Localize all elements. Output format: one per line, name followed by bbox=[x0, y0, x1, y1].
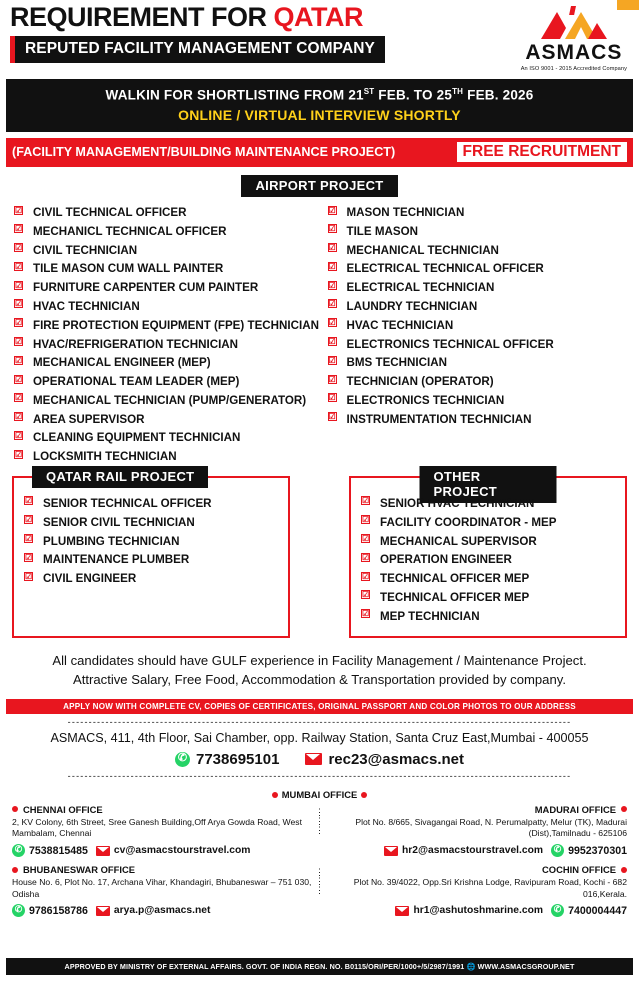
page-subtitle: REPUTED FACILITY MANAGEMENT COMPANY bbox=[10, 36, 385, 63]
walkin-dates-mid: FEB. TO 25 bbox=[374, 87, 453, 103]
job-title: BMS TECHNICIAN bbox=[346, 356, 447, 370]
header-title-block bbox=[6, 4, 385, 63]
email-icon bbox=[96, 906, 110, 916]
email-icon bbox=[395, 906, 409, 916]
bullet-dot-icon bbox=[361, 792, 367, 798]
job-title: OPERATION ENGINEER bbox=[380, 553, 512, 567]
job-title: AREA SUPERVISOR bbox=[33, 412, 145, 426]
walkin-dates-sup1: ST bbox=[363, 87, 375, 96]
check-icon: ☑ bbox=[15, 412, 23, 422]
check-icon: ☑ bbox=[328, 243, 336, 253]
bullet-dot-icon bbox=[12, 867, 18, 873]
job-title: MECHANICL TECHNICAL OFFICER bbox=[33, 224, 227, 238]
check-icon: ☑ bbox=[25, 496, 33, 506]
secondary-projects bbox=[6, 469, 633, 637]
check-icon: ☑ bbox=[15, 280, 23, 290]
check-icon: ☑ bbox=[15, 318, 23, 328]
page-title-prefix: REQUIREMENT FOR bbox=[10, 2, 274, 32]
list-item bbox=[328, 222, 634, 241]
check-icon: ☑ bbox=[328, 280, 336, 290]
whatsapp-icon bbox=[12, 844, 25, 857]
job-title: CLEANING EQUIPMENT TECHNICIAN bbox=[33, 431, 241, 445]
office-bhubaneswar-title bbox=[12, 864, 313, 875]
office-email[interactable] bbox=[384, 845, 543, 856]
list-item bbox=[14, 316, 320, 335]
check-icon: ☑ bbox=[15, 299, 23, 309]
statement-line-1: All candidates should have GULF experience in Facility Management / Maintenance Project. bbox=[52, 652, 587, 668]
office-name: CHENNAI OFFICE bbox=[23, 803, 103, 815]
page-title-country: QATAR bbox=[273, 2, 363, 32]
check-icon: ☑ bbox=[15, 205, 23, 215]
footer-approval-bar bbox=[6, 958, 633, 975]
office-chennai-title bbox=[12, 804, 313, 815]
list-item bbox=[14, 335, 320, 354]
check-icon: ☑ bbox=[15, 336, 23, 346]
job-title: ELECTRONICS TECHNICIAN bbox=[346, 393, 505, 407]
job-title: MASON TECHNICIAN bbox=[346, 206, 465, 220]
office-chennai-contacts bbox=[12, 844, 313, 857]
list-item bbox=[14, 204, 320, 223]
check-icon: ☑ bbox=[362, 571, 370, 581]
list-item bbox=[14, 410, 320, 429]
walkin-band bbox=[6, 79, 633, 132]
job-title: ELECTRONICS TECHNICAL OFFICER bbox=[346, 337, 554, 351]
list-item bbox=[328, 204, 634, 223]
project-type-label: (FACILITY MANAGEMENT/BUILDING MAINTENANCE PROJECT) bbox=[12, 144, 396, 159]
corner-accent-square bbox=[617, 0, 639, 10]
list-item bbox=[328, 260, 634, 279]
job-title: SENIOR TECHNICAL OFFICER bbox=[43, 497, 212, 511]
office-cochin-title bbox=[326, 864, 627, 875]
walkin-dates-post: FEB. 2026 bbox=[463, 87, 534, 103]
bullet-dot-icon bbox=[12, 806, 18, 812]
walkin-dates bbox=[10, 87, 629, 103]
logo-certification: An ISO 9001 - 2015 Accredited Company bbox=[520, 66, 627, 72]
footer-approval-text: APPROVED BY MINISTRY OF EXTERNAL AFFAIRS. GOVT. OF INDIA REGN. NO. B0115/ORI/PER/1000+/5/2987/1991 bbox=[64, 962, 465, 971]
check-icon: ☑ bbox=[25, 515, 33, 525]
office-name: MADURAI OFFICE bbox=[534, 803, 616, 815]
logo-mark-icon bbox=[521, 6, 627, 40]
check-icon: ☑ bbox=[328, 299, 336, 309]
check-icon: ☑ bbox=[25, 571, 33, 581]
check-icon: ☑ bbox=[15, 430, 23, 440]
list-item bbox=[328, 335, 634, 354]
office-madurai-title bbox=[326, 804, 627, 815]
check-icon: ☑ bbox=[362, 590, 370, 600]
email-icon bbox=[384, 846, 398, 856]
list-item bbox=[328, 279, 634, 298]
check-icon: ☑ bbox=[15, 261, 23, 271]
job-title: ELECTRICAL TECHNICAL OFFICER bbox=[346, 262, 544, 276]
list-item bbox=[328, 391, 634, 410]
airport-right-column bbox=[320, 204, 634, 467]
office-bhubaneswar bbox=[12, 864, 313, 917]
list-item bbox=[328, 410, 634, 429]
list-item bbox=[24, 551, 278, 570]
job-title: MECHANICAL ENGINEER (MEP) bbox=[33, 356, 211, 370]
office-phone-number: 7538815485 bbox=[29, 844, 88, 857]
list-item bbox=[24, 532, 278, 551]
eligibility-statement bbox=[6, 652, 633, 690]
office-phone-number: 9952370301 bbox=[568, 844, 627, 857]
list-item bbox=[14, 260, 320, 279]
job-title: INSTRUMENTATION TECHNICIAN bbox=[346, 412, 532, 426]
check-icon: ☑ bbox=[15, 224, 23, 234]
office-phone[interactable] bbox=[551, 904, 627, 917]
list-item bbox=[361, 607, 615, 626]
job-title: FACILITY COORDINATOR - MEP bbox=[380, 515, 557, 529]
list-item bbox=[361, 494, 615, 513]
whatsapp-icon bbox=[12, 904, 25, 917]
check-icon: ☑ bbox=[328, 261, 336, 271]
list-item bbox=[361, 513, 615, 532]
head-office-address: ASMACS, 411, 4th Floor, Sai Chamber, opp. Railway Station, Santa Cruz East,Mumbai - 400055 bbox=[50, 730, 589, 745]
bullet-dot-icon bbox=[621, 867, 627, 873]
other-project-box bbox=[349, 469, 627, 637]
list-item bbox=[24, 513, 278, 532]
other-project-heading: OTHER PROJECT bbox=[420, 466, 557, 503]
footer-website[interactable]: WWW.ASMACSGROUP.NET bbox=[477, 962, 575, 971]
job-title: CIVIL TECHNICIAN bbox=[33, 243, 138, 257]
head-office-email[interactable] bbox=[305, 751, 464, 768]
check-icon: ☑ bbox=[328, 355, 336, 365]
job-title: MEP TECHNICIAN bbox=[380, 609, 480, 623]
office-phone-number: 7400004447 bbox=[568, 904, 627, 917]
office-phone[interactable] bbox=[12, 844, 88, 857]
list-item bbox=[361, 532, 615, 551]
list-item bbox=[14, 297, 320, 316]
airport-heading-wrap bbox=[6, 175, 633, 197]
logo-text: ASMACS bbox=[525, 41, 623, 64]
job-title: TECHNICAL OFFICER MEP bbox=[380, 590, 530, 604]
branch-offices bbox=[6, 789, 633, 917]
office-email-address: arya.p@asmacs.net bbox=[113, 905, 211, 917]
check-icon: ☑ bbox=[328, 393, 336, 403]
office-email[interactable] bbox=[96, 905, 210, 916]
qatar-rail-heading: QATAR RAIL PROJECT bbox=[32, 466, 208, 488]
list-item bbox=[14, 391, 320, 410]
job-title: SENIOR CIVIL TECHNICIAN bbox=[43, 515, 195, 529]
job-title: HVAC/REFRIGERATION TECHNICIAN bbox=[33, 337, 239, 351]
office-phone[interactable] bbox=[12, 904, 88, 917]
job-title: MAINTENANCE PLUMBER bbox=[43, 553, 190, 567]
head-office-email-address: rec23@asmacs.net bbox=[328, 750, 464, 768]
check-icon: ☑ bbox=[362, 534, 370, 543]
list-item bbox=[14, 279, 320, 298]
other-project-list bbox=[361, 494, 615, 625]
list-item bbox=[24, 494, 278, 513]
office-email-address: cv@asmacstourstravel.com bbox=[113, 845, 251, 857]
job-title: SENIOR HVAC TECHNICIAN bbox=[380, 497, 535, 511]
list-item bbox=[14, 222, 320, 241]
office-bhubaneswar-contacts bbox=[12, 904, 313, 917]
email-icon bbox=[305, 753, 322, 765]
office-phone-number: 9786158786 bbox=[29, 904, 88, 917]
check-icon: ☑ bbox=[328, 205, 336, 215]
check-icon: ☑ bbox=[362, 496, 370, 506]
check-icon: ☑ bbox=[362, 609, 370, 619]
office-address: Plot No. 8/665, Sivagangai Road, N. Perumalpatty, Melur (TK), Madurai (Dist),Tamilnadu - 625106 bbox=[355, 816, 627, 839]
job-title: HVAC TECHNICIAN bbox=[346, 318, 454, 332]
airport-project-heading: AIRPORT PROJECT bbox=[241, 175, 397, 197]
list-item bbox=[14, 241, 320, 260]
check-icon: ☑ bbox=[362, 552, 370, 562]
head-office-phone-number: 7738695101 bbox=[196, 750, 280, 768]
divider-dashed-top: ------------------------------------------------------------------------------------------------------------------------ bbox=[67, 716, 572, 727]
branch-row-1 bbox=[12, 804, 627, 857]
office-name: BHUBANESWAR OFFICE bbox=[23, 864, 135, 876]
list-item bbox=[14, 448, 320, 467]
job-title: MECHANICAL TECHNICIAN bbox=[346, 243, 499, 257]
branch-row-2 bbox=[12, 864, 627, 917]
whatsapp-icon bbox=[551, 904, 564, 917]
company-logo bbox=[521, 4, 633, 72]
list-item bbox=[361, 588, 615, 607]
check-icon: ☑ bbox=[328, 336, 336, 346]
office-email-address: hr2@asmacstourstravel.com bbox=[401, 845, 544, 857]
job-title: CIVIL ENGINEER bbox=[43, 572, 137, 586]
office-email-address: hr1@ashutoshmarine.com bbox=[413, 905, 544, 917]
job-title: OPERATIONAL TEAM LEADER (MEP) bbox=[33, 375, 240, 389]
job-title: TILE MASON bbox=[346, 224, 418, 238]
head-office-contacts bbox=[6, 751, 633, 768]
list-item bbox=[24, 570, 278, 589]
email-icon bbox=[96, 846, 110, 856]
job-title: LAUNDRY TECHNICIAN bbox=[346, 300, 478, 313]
check-icon: ☑ bbox=[362, 515, 370, 525]
job-title: FURNITURE CARPENTER CUM PAINTER bbox=[33, 281, 259, 295]
office-address: Plot No. 39/4022, Opp.Sri Krishna Lodge, Ravipuram Road, Kochi - 682 016,Kerala. bbox=[353, 877, 627, 899]
walkin-dates-sup2: TH bbox=[452, 87, 464, 96]
airport-right-list bbox=[328, 204, 634, 429]
list-item bbox=[361, 551, 615, 570]
list-item bbox=[328, 373, 634, 392]
check-icon: ☑ bbox=[328, 318, 336, 328]
bullet-dot-icon bbox=[272, 792, 278, 798]
office-address: 2, KV Colony, 6th Street, Sree Ganesh Building,Off Arya Gowda Road, West Mambalam, Chennai bbox=[12, 816, 302, 839]
head-office-phone[interactable] bbox=[175, 751, 279, 768]
airport-left-list bbox=[14, 204, 320, 467]
airport-lists bbox=[6, 204, 633, 467]
job-title: MECHANICAL SUPERVISOR bbox=[380, 534, 537, 548]
check-icon: ☑ bbox=[15, 355, 23, 365]
header bbox=[6, 4, 633, 72]
check-icon: ☑ bbox=[25, 534, 33, 543]
check-icon: ☑ bbox=[328, 412, 336, 422]
job-title: TECHNICAL OFFICER MEP bbox=[380, 572, 530, 586]
check-icon: ☑ bbox=[25, 552, 33, 562]
office-madurai bbox=[326, 804, 627, 857]
job-title: HVAC TECHNICIAN bbox=[33, 300, 140, 313]
job-title: FIRE PROTECTION EQUIPMENT (FPE) TECHNICIAN bbox=[33, 318, 319, 332]
job-title: TILE MASON CUM WALL PAINTER bbox=[33, 262, 224, 276]
whatsapp-icon bbox=[175, 752, 190, 767]
job-title: LOCKSMITH TECHNICIAN bbox=[33, 450, 177, 464]
office-madurai-contacts bbox=[326, 844, 627, 857]
list-item bbox=[328, 354, 634, 373]
office-email[interactable] bbox=[395, 905, 543, 916]
job-title: ELECTRICAL TECHNICIAN bbox=[346, 281, 495, 295]
job-title: CIVIL TECHNICAL OFFICER bbox=[33, 206, 187, 220]
list-item bbox=[361, 570, 615, 589]
whatsapp-icon bbox=[551, 844, 564, 857]
check-icon: ☑ bbox=[328, 224, 336, 234]
apply-instructions-strip: APPLY NOW WITH COMPLETE CV, COPIES OF CERTIFICATES, ORIGINAL PASSPORT AND COLOR PHOTOS TO OUR ADDRESS bbox=[6, 699, 633, 714]
office-email[interactable] bbox=[96, 845, 251, 856]
job-title: TECHNICIAN (OPERATOR) bbox=[346, 375, 494, 389]
check-icon: ☑ bbox=[15, 393, 23, 403]
qatar-rail-box bbox=[12, 469, 290, 637]
job-title: PLUMBING TECHNICIAN bbox=[43, 534, 180, 548]
asmacs-mountain-icon bbox=[535, 6, 613, 40]
list-item bbox=[328, 241, 634, 260]
mumbai-office-label: MUMBAI OFFICE bbox=[281, 788, 358, 800]
office-cochin bbox=[326, 864, 627, 917]
vertical-dotted-divider: ⋮ ⋮ ⋮ bbox=[315, 806, 324, 835]
qatar-rail-list bbox=[24, 494, 278, 588]
office-chennai bbox=[12, 804, 313, 857]
vertical-dotted-divider: ⋮ ⋮ ⋮ bbox=[315, 867, 324, 896]
list-item bbox=[328, 297, 634, 316]
statement-line-2: Attractive Salary, Free Food, Accommodation & Transportation provided by company. bbox=[73, 671, 566, 687]
check-icon: ☑ bbox=[15, 243, 23, 253]
job-title: MECHANICAL TECHNICIAN (PUMP/GENERATOR) bbox=[33, 393, 307, 407]
free-recruitment-badge: FREE RECRUITMENT bbox=[457, 142, 627, 162]
list-item bbox=[328, 316, 634, 335]
list-item bbox=[14, 429, 320, 448]
list-item bbox=[14, 373, 320, 392]
bullet-dot-icon bbox=[621, 806, 627, 812]
office-phone[interactable] bbox=[551, 844, 627, 857]
list-item bbox=[14, 354, 320, 373]
check-icon: ☑ bbox=[15, 449, 23, 459]
page-title bbox=[10, 4, 385, 32]
mumbai-office-heading bbox=[12, 789, 627, 800]
interview-mode: ONLINE / VIRTUAL INTERVIEW SHORTLY bbox=[178, 106, 461, 123]
airport-left-column bbox=[6, 204, 320, 467]
divider-dashed-bottom: ------------------------------------------------------------------------------------------------------------------------ bbox=[67, 770, 572, 781]
office-address: House No. 6, Plot No. 17, Archana Vihar, Khandagiri, Bhubaneswar – 751 030, Odisha bbox=[12, 877, 312, 899]
office-cochin-contacts bbox=[326, 904, 627, 917]
check-icon: ☑ bbox=[328, 374, 336, 384]
office-name: COCHIN OFFICE bbox=[542, 864, 616, 876]
walkin-dates-pre: WALKIN FOR SHORTLISTING FROM 21 bbox=[105, 87, 364, 103]
project-strip bbox=[6, 138, 633, 167]
globe-icon: 🌐 bbox=[466, 962, 478, 971]
check-icon: ☑ bbox=[15, 374, 23, 384]
